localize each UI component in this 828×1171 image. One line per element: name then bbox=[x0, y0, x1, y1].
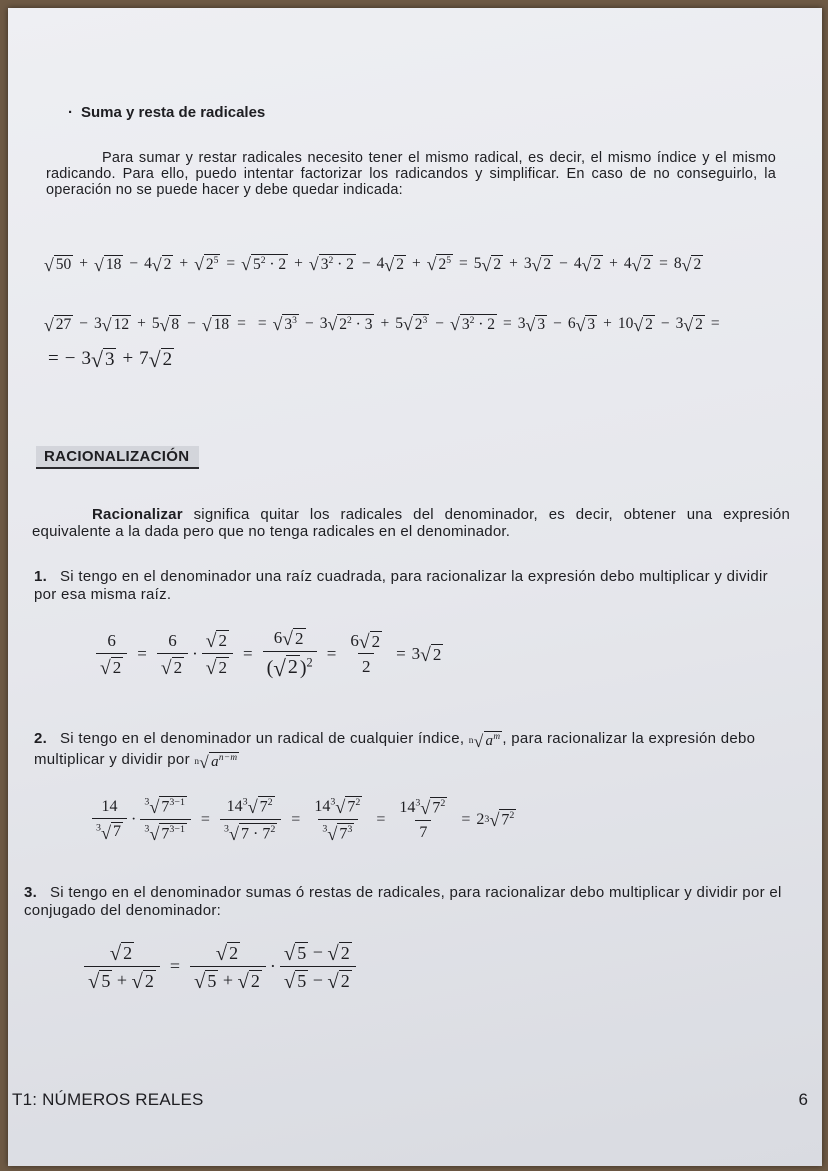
list-item-1 bbox=[34, 568, 792, 604]
item-text: Si tengo en el denominador sumas ó restas de radicales, para racionalizar debo multiplicar y dividir por el conjugado del denominador: bbox=[24, 884, 782, 919]
item-text: Si tengo en el denominador una raíz cuadrada, para racionalizar la expresión debo multiplicar y dividir por esa misma raíz. bbox=[34, 568, 768, 603]
item-number: 1. bbox=[34, 568, 48, 585]
sum-paragraph-text: Para sumar y restar radicales necesito tener el mismo radical, es decir, el mismo índice y el mismo radicando. Para ello, puedo intentar factorizar los radicandos y simplificar. En caso de no conseguirlo, la operación no se puede hacer y debe quedar indicada: bbox=[46, 150, 776, 198]
bullet: · bbox=[68, 104, 73, 121]
equation-rational-3: √ 2 √ 5 + √ 2 = √ 2 √ 5 + √ 2 · √ 5 − √ 2 √ 5 − √ 2 bbox=[80, 942, 360, 991]
item-text-a: Si tengo en el denominador un radical de cualquier índice, bbox=[60, 730, 465, 747]
equation-sum-1: √ 50 + √ 18 − 4 √ 2 + √ $2^5$ = √ $5^2 \cdot 2$ + √ $3^2 \cdot 2$ − 4 √ 2 + √ $2^5$ = 5 √ 2 + 3 √ 2 − 4 √ 2 + 4 √ 2 = 8 √ 2 bbox=[44, 254, 702, 275]
section-title-sum: Suma y resta de radicales bbox=[81, 104, 266, 121]
equation-rational-2: 14 $^3$ √ 7 · $^3$ √ $7^{3-1}$ $^3$ √ $7^{3-1}$ = $14^3$ √ $7^2$ $^3$ √ $7 \cdot 7^2$ = $14^3$ √ $7^2$ $^3$ √ $7^3$ = $14^3$ √ $7^2$ 7 = 2 3 √ $7^2$ bbox=[88, 796, 516, 843]
equation-rational-1: 6 √ 2 = 6 √ 2 · √ 2 √ 2 = 6 √ 2 ( √ 2 )$^2$ = 6 √ 2 2 = 3 √ 2 bbox=[92, 628, 443, 680]
equation-sum-3: = − 3 √ 3 + 7 √ 2 bbox=[48, 348, 173, 372]
page-number: 6 bbox=[798, 1090, 808, 1109]
formula-n-root-a-n-minus-m: n √ $a^{n-m}$ bbox=[194, 753, 238, 772]
equation-sum-2: √ 27 − 3 √ 12 + 5 √ 8 − √ 18 = = √ $3^3$ − 3 √ $2^2 \cdot 3$ + 5 √ $2^3$ − √ $3^2 \cdot 2$ = 3 √ 3 − 6 √ 3 + 10 √ 2 − 3 √ 2 = bbox=[44, 314, 720, 335]
intro-bold-term: Racionalizar bbox=[92, 506, 183, 523]
section-heading-sum bbox=[68, 104, 265, 121]
list-item-2 bbox=[34, 730, 804, 771]
rationalization-intro bbox=[32, 506, 790, 540]
document-page bbox=[8, 8, 822, 1166]
footer-chapter: T1: NÚMEROS REALES bbox=[12, 1090, 204, 1109]
formula-n-root-a-m: n √ $a^m$ bbox=[468, 732, 501, 752]
sum-paragraph bbox=[46, 150, 776, 198]
item-number: 2. bbox=[34, 730, 48, 747]
section-title-rationalization: RACIONALIZACIÓN bbox=[36, 446, 199, 469]
list-item-3 bbox=[24, 884, 804, 920]
intro-text: significa quitar los radicales del denominador, es decir, obtener una expresión equivalente a la dada pero que no tenga radicales en el denominador. bbox=[32, 506, 790, 540]
item-number: 3. bbox=[24, 884, 38, 901]
item-text-b: , para racionalizar la expresión debo multiplicar y dividir por bbox=[34, 730, 756, 768]
